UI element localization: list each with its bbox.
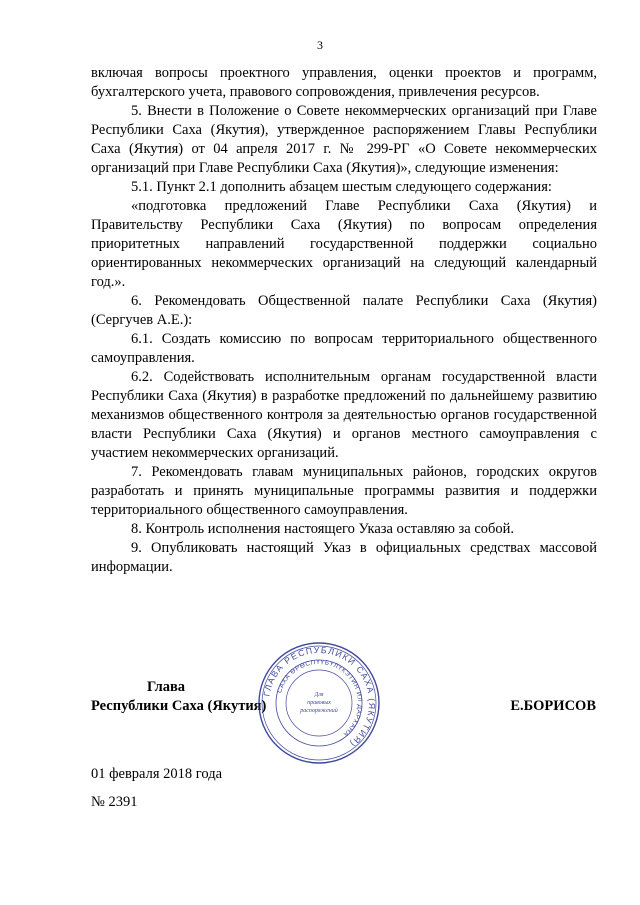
seal-center-line3: распоряжений — [300, 708, 338, 714]
document-body — [91, 64, 597, 577]
paragraph: 6. Рекомендовать Общественной палате Республики Саха (Якутия) (Сергучев А.Е.): — [91, 293, 597, 328]
paragraph: 6.1. Создать комиссию по вопросам территориального общественного самоуправления. — [91, 331, 597, 366]
paragraph: 9. Опубликовать настоящий Указ в официальных средствах массовой информации. — [91, 540, 597, 575]
paragraph: «подготовка предложений Главе Республики Саха (Якутия) и Правительству Республики Саха (Якутия) по вопросам определения приоритетных направлений государственной поддержки социально ориентированных некоммерческих организаций на следующий календарный год.». — [91, 198, 597, 290]
signatory-name: Е.БОРИСОВ — [510, 698, 596, 714]
svg-text:САХА ӨРӨСПҮҮБҮЛҮКЭТИН ИЛ ДАРХА — [276, 659, 363, 738]
paragraph: 7. Рекомендовать главам муниципальных районов, городских округов разработать и принять муниципальные программы развития и поддержки территориального общественного самоуправления. — [91, 464, 597, 518]
seal-outer-text: ГЛАВА РЕСПУБЛИКИ САХА (ЯКУТИЯ) — [261, 644, 378, 750]
signatory-title — [91, 678, 266, 716]
seal-center-line2: правовых — [307, 700, 331, 706]
signatory-title-line2: Республики Саха (Якутия) — [91, 698, 267, 714]
paragraph: 6.2. Содействовать исполнительным органам государственной власти Республики Саха (Якутия) в разработке предложений по дальнейшему развитию механизмов общественного контроля за деятельностью органов государственной власти Республики Саха (Якутия) и органов местного самоуправления с участием некоммерческих организаций. — [91, 369, 597, 461]
seal-inner-text: САХА ӨРӨСПҮҮБҮЛҮКЭТИН ИЛ ДАРХАНА — [276, 658, 364, 738]
paragraph: включая вопросы проектного управления, оценки проектов и программ, бухгалтерского учета, правового сопровождения, привлечения ресурсов. — [91, 65, 597, 100]
signatory-title-line1: Глава — [147, 679, 186, 695]
seal-center-line1: Для — [314, 692, 324, 698]
paragraph: 5. Внести в Положение о Совете некоммерческих организаций при Главе Республики Саха (Якутия), утвержденное распоряжением Главы Республики Саха (Якутия) от 04 апреля 2017 г. № 299-РГ «О Совете некоммерческих организаций при Главе Республики Саха (Якутия)», следующие изменения: — [91, 103, 597, 176]
official-seal — [257, 641, 381, 765]
document-date: 01 февраля 2018 года — [91, 766, 223, 782]
paragraph: 5.1. Пункт 2.1 дополнить абзацем шестым следующего содержания: — [131, 179, 552, 195]
paragraph: 8. Контроль исполнения настоящего Указа оставляю за собой. — [131, 521, 515, 537]
page-number: 3 — [317, 38, 323, 52]
document-number: № 2391 — [91, 794, 138, 810]
